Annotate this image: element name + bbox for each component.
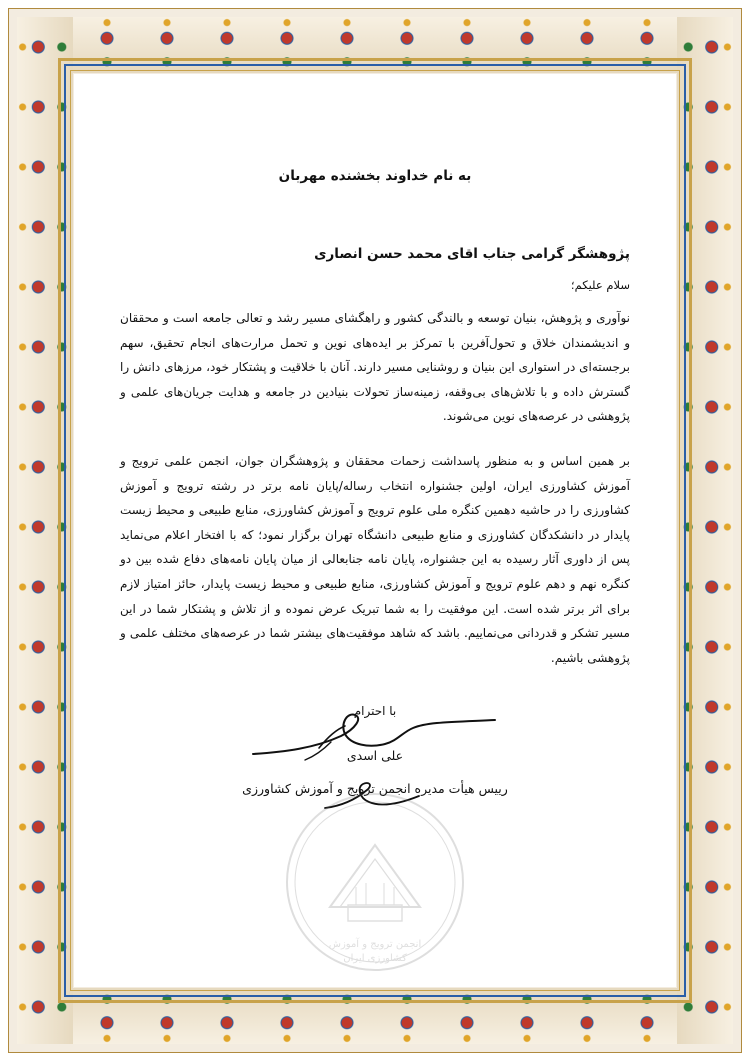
bismillah-heading: به نام خداوند بخشنده مهربان [278,168,472,184]
signature-block [120,704,630,796]
letter-content [74,74,676,987]
border-ornament-bottom [17,988,733,1044]
seal-watermark-icon [270,787,480,977]
greeting-line: سلام علیکم؛ [570,278,630,292]
border-ornament-top [17,17,733,73]
signatory-title: ریيس هیأت مدیره انجمن ترویج و آموزش کشاورزی [242,781,508,797]
body-paragraph-2: بر همین اساس و به منظور پاسداشت زحمات محققان و پژوهشگران جوان، انجمن علمی ترویج و آموزش کشاورزی ایران، اولین جشنواره انتخاب رساله/پایان نامه برتر در رشته ترویج و آموزش کشاورزی را در حاشیه دهمین کنگره ملی علوم ترویج و آموزش کشاورزی، منابع طبیعی و محیط زیست پایدار در دانشکدگان کشاورزی و منابع طبیعی دانشگاه تهران برگزار نمود؛ که با افتخار اعلام می‌نماید پس از داوری آثار رسیده به این جشنواره، پایان نامه جنابعالی از میان پایان نامه‌های دفاع شده بین دو کنگره نهم و دهم علوم ترویج و آموزش کشاورزی، منابع طبیعی و محیط زیست پایدار، حائز امتیاز لازم برای اثر برتر شده است. این موفقیت را به شما تبریک عرض نموده و از تلاش و پشتکار شما در این مسیر تشکر و قدردانی می‌نماییم. باشد که شاهد موفقیت‌های بیشتر شما در عرصه‌های مختلف علمی و پژوهشی باشیم. [120,453,630,665]
seal-text-line1: انجمن ترویج و آموزش [328,939,422,950]
signatory-name: علی اسدی [346,748,404,764]
recipient-salutation: پژوهشگر گرامی جناب اقای محمد حسن انصاری [314,246,630,262]
seal-text-line2: کشاورزی ایران [343,953,407,964]
border-ornament-right [677,17,733,1044]
signature-regards: با احترام [353,704,397,719]
border-ornament-left [17,17,73,1044]
letter-sheet [74,74,676,987]
body-paragraph-1: نوآوری و پژوهش، بنیان توسعه و بالندگی کشور و راهگشای مسیر رشد و تعالی جامعه است و محققان و اندیشمندان خلاق و تحول‌آفرین با تمرکز بر ایده‌های نوین و تحمل مرارت‌های انجام تحقیق، سهم برجسته‌ای در استواری این بنیان و روشنایی مسیر دارند. آنان با خلاقیت و پشتکار خود، مرزهای دانش را گسترش داده و با تلاش‌های بی‌وقفه، زمینه‌ساز تحولات بنیادین در جامعه و هدایت جریان‌های علمی و پژوهشی در عرصه‌های نوین می‌شوند. [120,311,630,424]
